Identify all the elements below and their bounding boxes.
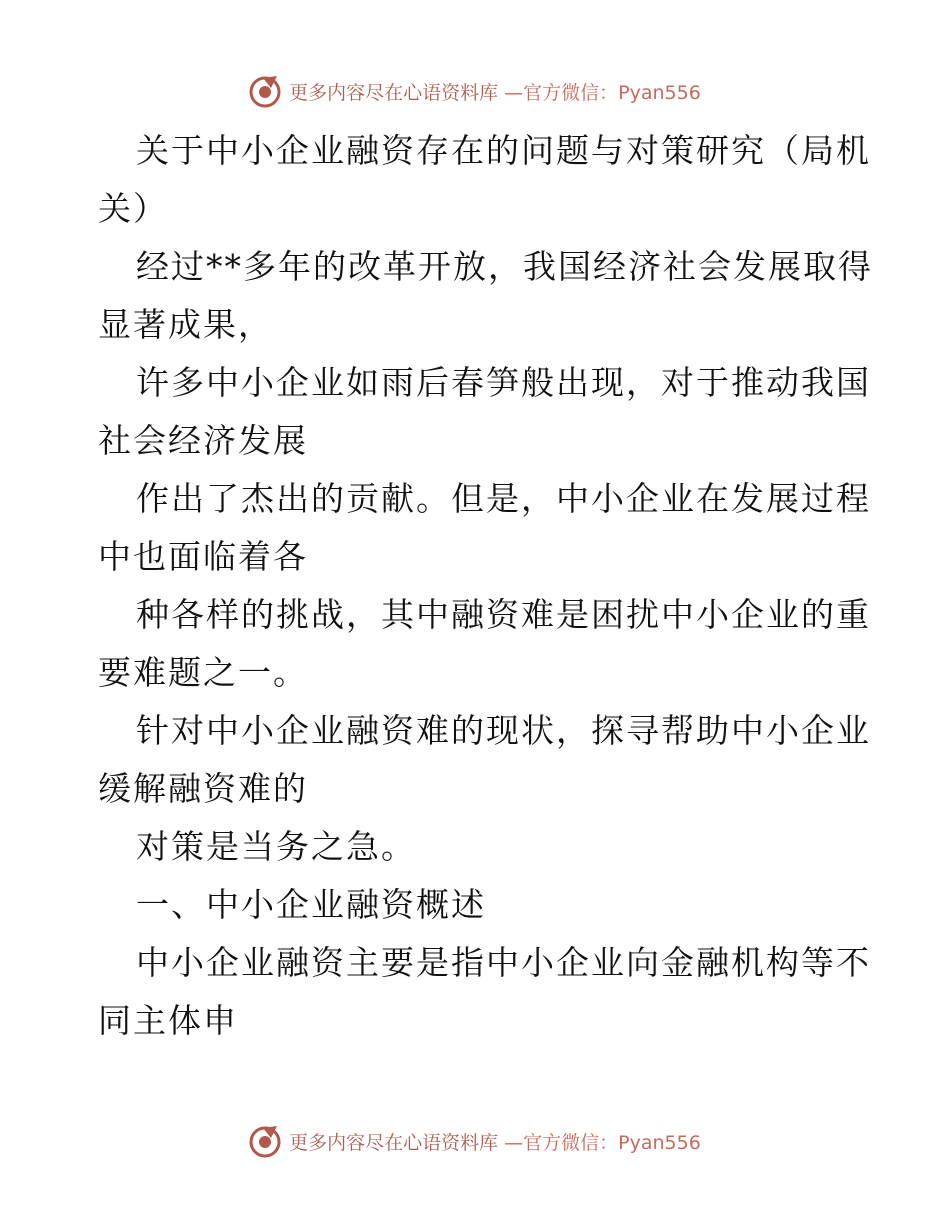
paragraph-line: 要难题之一。 (98, 653, 308, 692)
title-line-1: 关于中小企业融资存在的问题与对策研究（局机 (136, 131, 871, 170)
paragraph-line: 同主体申 (98, 1001, 238, 1040)
paragraph-line: 作出了杰出的贡献。但是，中小企业在发展过程 (136, 479, 871, 518)
paragraph-line: 对策是当务之急。 (136, 827, 416, 866)
document-body (98, 122, 873, 1050)
paragraph-line: 显著成果， (98, 305, 273, 344)
paragraph-line: 缓解融资难的 (98, 769, 308, 808)
footer-wechat-text: —官方微信：Pyan556 (504, 1131, 701, 1154)
pen-nib-logo-icon (249, 74, 283, 108)
header-banner (0, 71, 950, 111)
footer-banner (0, 1121, 950, 1161)
paragraph-line: 经过**多年的改革开放，我国经济社会发展取得 (136, 247, 873, 286)
paragraph-line: 中也面临着各 (98, 537, 308, 576)
pen-nib-logo-icon (249, 1124, 283, 1158)
header-wechat-text: —官方微信：Pyan556 (504, 81, 701, 104)
title-line-2: 关） (98, 189, 168, 228)
section-heading: 一、中小企业融资概述 (136, 885, 486, 924)
paragraph-line: 中小企业融资主要是指中小企业向金融机构等不 (136, 943, 871, 982)
paragraph-line: 社会经济发展 (98, 421, 308, 460)
footer-site-text: 更多内容尽在心语资料库 (289, 1131, 499, 1154)
header-site-text: 更多内容尽在心语资料库 (289, 81, 499, 104)
paragraph-line: 针对中小企业融资难的现状，探寻帮助中小企业 (136, 711, 871, 750)
paragraph-line: 种各样的挑战，其中融资难是困扰中小企业的重 (136, 595, 871, 634)
paragraph-line: 许多中小企业如雨后春笋般出现，对于推动我国 (136, 363, 871, 402)
